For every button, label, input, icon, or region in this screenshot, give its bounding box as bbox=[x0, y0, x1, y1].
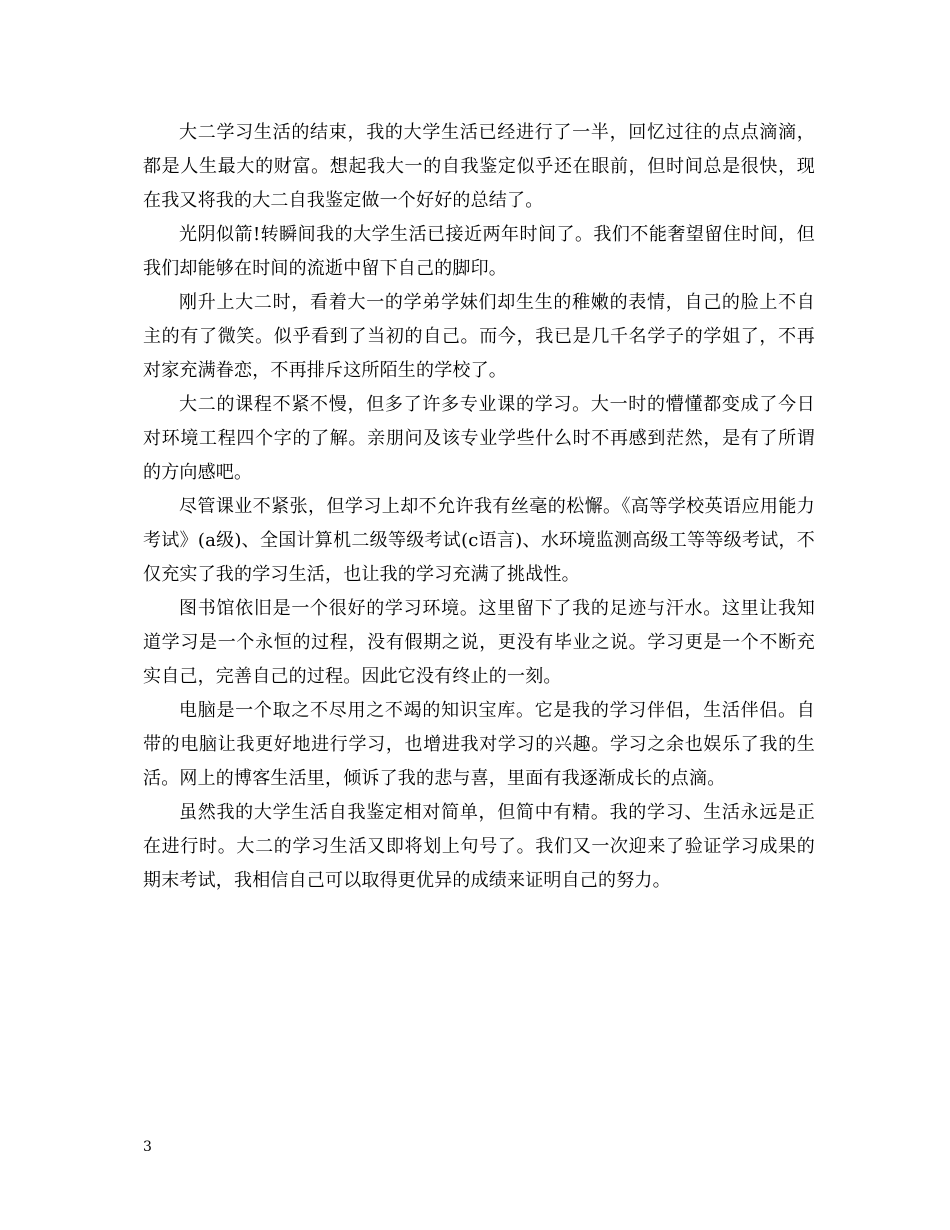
paragraph-7: 电脑是一个取之不尽用之不竭的知识宝库。它是我的学习伴侣，生活伴侣。自带的电脑让我更好地进行学习，也增进我对学习的兴趣。学习之余也娱乐了我的生活。网上的博客生活里，倾诉了我的悲与喜，里面有我逐渐成长的点滴。 bbox=[143, 700, 815, 789]
paragraph-3: 刚升上大二时，看着大一的学弟学妹们却生生的稚嫩的表情，自己的脸上不自主的有了微笑。似乎看到了当初的自己。而今，我已是几千名学子的学姐了，不再对家充满眷恋，不再排斥这所陌生的学校了。 bbox=[143, 292, 815, 381]
document-body bbox=[143, 116, 815, 898]
paragraph-8: 虽然我的大学生活自我鉴定相对简单，但简中有精。我的学习、生活永远是正在进行时。大二的学习生活又即将划上句号了。我们又一次迎来了验证学习成果的期末考试，我相信自己可以取得更优异的成绩来证明自己的努力。 bbox=[143, 802, 815, 891]
paragraph-6: 图书馆依旧是一个很好的学习环境。这里留下了我的足迹与汗水。这里让我知道学习是一个永恒的过程，没有假期之说，更没有毕业之说。学习更是一个不断充实自己，完善自己的过程。因此它没有终止的一刻。 bbox=[143, 598, 815, 687]
page-number: 3 bbox=[143, 1139, 152, 1155]
paragraph-2: 光阴似箭!转瞬间我的大学生活已接近两年时间了。我们不能奢望留住时间，但我们却能够在时间的流逝中留下自己的脚印。 bbox=[143, 224, 815, 279]
paragraph-5: 尽管课业不紧张，但学习上却不允许我有丝毫的松懈。《高等学校英语应用能力考试》(a级)、全国计算机二级等级考试(c语言)、水环境监测高级工等等级考试，不仅充实了我的学习生活，也让我的学习充满了挑战性。 bbox=[143, 496, 815, 585]
paragraph-4: 大二的课程不紧不慢，但多了许多专业课的学习。大一时的懵懂都变成了今日对环境工程四个字的了解。亲朋问及该专业学些什么时不再感到茫然，是有了所谓的方向感吧。 bbox=[143, 394, 815, 483]
paragraph-1: 大二学习生活的结束，我的大学生活已经进行了一半，回忆过往的点点滴滴，都是人生最大的财富。想起我大一的自我鉴定似乎还在眼前，但时间总是很快，现在我又将我的大二自我鉴定做一个好好的总结了。 bbox=[143, 122, 815, 211]
